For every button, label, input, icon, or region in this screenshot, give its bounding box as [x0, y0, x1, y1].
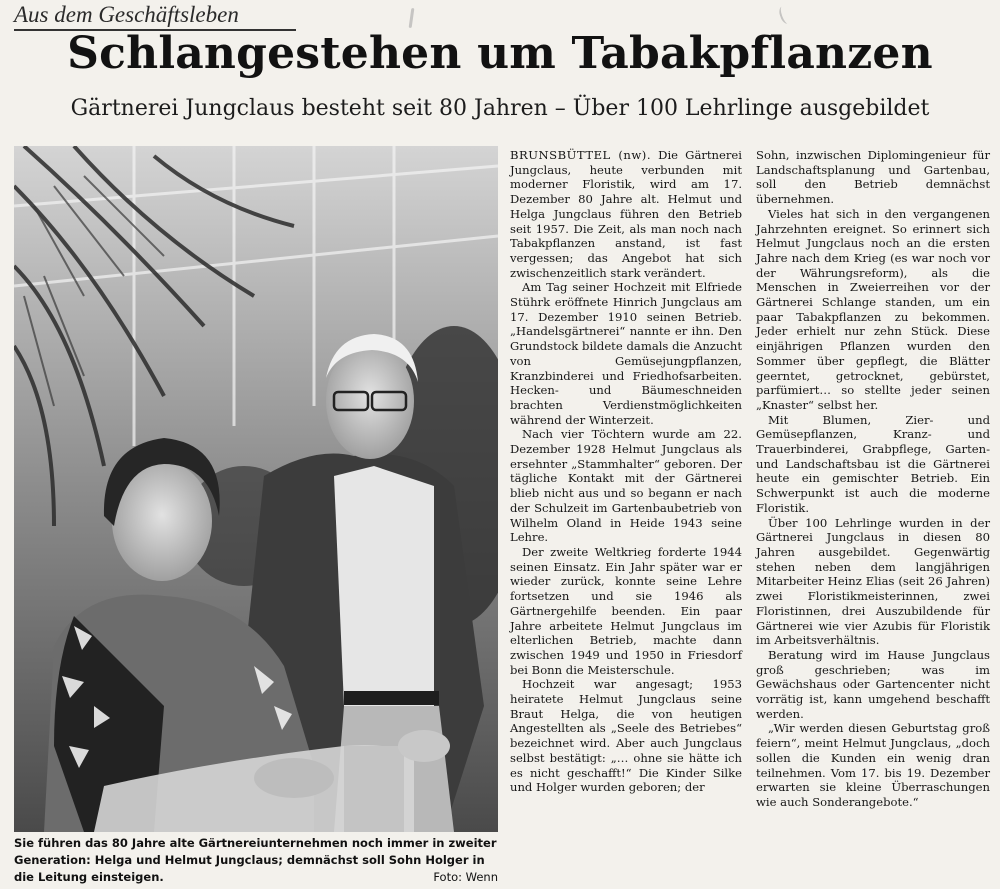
photo-caption — [14, 835, 498, 886]
paragraph: Sohn, inzwischen Diplomingenieur für Landschaftsplanung und Gartenbau, soll den Betrieb demnächst übernehmen. — [756, 148, 990, 207]
article-photo — [14, 146, 498, 832]
paragraph: Über 100 Lehrlinge wurden in der Gärtnerei Jungclaus in diesen 80 Jahren ausgebildet. Gegenwärtig stehen neben dem langjährigen Mitarbeiter Heinz Elias (seit 26 Jahren) zwei Floristikmeisterinnen, zwei Floristinnen, drei Auszubildende für Gärtnerei wie vier Azubis für Floristik im Arbeitsverhältnis. — [756, 515, 990, 648]
paragraph: Vieles hat sich in den vergangenen Jahrzehnten ereignet. So erinnert sich Helmut Jungclaus noch an die ersten Jahre nach dem Krieg (es war noch vor der Währungsreform), als die Menschen in Zweierreihen vor der Gärtnerei Schlange standen, um ein paar Tabakpflanzen zu bekommen. Jeder erhielt nur zehn Stück. Diese einjährigen Pflanzen wurden den Sommer über gepflegt, die Blätter geerntet, getrocknet, gebürstet, parfümiert… so stellte jeder seinen „Knaster“ selbst her. — [756, 206, 990, 412]
paragraph: Am Tag seiner Hochzeit mit Elfriede Stührk eröffnete Hinrich Jungclaus am 17. Dezember 1910 seinen Betrieb. „Handelsgärtnerei“ nannte er ihn. Den Grundstock bildete damals die Anzucht von Gemüsejungpflanzen, Kranzbinderei und Friedhofsarbeiten. Hecken- und Bäumeschneiden brachten Verdienstmöglichkeiten während der Winterzeit. — [510, 280, 742, 427]
paragraph: Mit Blumen, Zier- und Gemüsepflanzen, Kranz- und Trauerbinderei, Grabpflege, Garten- und Landschaftsbau ist die Gärtnerei heute ein gemischter Betrieb. Ein Schwerpunkt ist auch die moderne Floristik. — [756, 412, 990, 515]
photo-credit: Foto: Wenn — [433, 870, 498, 884]
paper-smudge — [777, 5, 793, 25]
section-rubric: Aus dem Geschäftsleben — [14, 2, 239, 27]
article-column-2 — [756, 148, 990, 810]
paragraph: Nach vier Töchtern wurde am 22. Dezember 1928 Helmut Jungclaus als ersehnter „Stammhalter“ geboren. Der tägliche Kontakt mit der Gärtnerei blieb nicht aus und so begann er nach der Schulzeit im Gartenbaubetrieb von Wilhelm Oland in Heide 1943 seine Lehre. — [510, 427, 742, 545]
paragraph: Beratung wird im Hause Jungclaus groß geschrieben; was im Gewächshaus oder Gartencenter nicht vorrätig ist, kann umgehend beschafft werden. — [756, 647, 990, 721]
photo-caption-text: Sie führen das 80 Jahre alte Gärtnereiunternehmen noch immer in zweiter Generation: Helga und Helmut Jungclaus; demnächst soll Sohn Holger in die Leitung einsteigen. — [14, 836, 497, 884]
paragraph: Der zweite Weltkrieg forderte 1944 seinen Einsatz. Ein Jahr später war er wieder zurück, konnte seine Lehre fortsetzen und sie 1946 als Gärtnergehilfe beenden. Ein paar Jahre arbeitete Helmut Jungclaus im elterlichen Betrieb, machte dann zwischen 1949 und 1950 in Friesdorf bei Bonn die Meisterschule. — [510, 544, 742, 677]
paragraph: Hochzeit war angesagt; 1953 heiratete Helmut Jungclaus seine Braut Helga, die von heutigen Angestellten als „Seele des Betriebes“ bezeichnet wird. Aber auch Jungclaus selbst bestätigt: „… ohne sie hätte ich es nicht geschafft!“ Die Kinder Silke und Holger wurden geboren; der — [510, 677, 742, 795]
headline: Schlangestehen um Tabakpflanzen — [67, 28, 933, 79]
subheadline: Gärtnerei Jungclaus besteht seit 80 Jahren – Über 100 Lehrlinge ausgebildet — [70, 96, 930, 121]
paragraph: „Wir werden diesen Geburtstag groß feiern“, meint Helmut Jungclaus, „doch sollen die Kunden ein wenig dran teilnehmen. Vom 17. bis 19. Dezember erwarten sie kleine Überraschungen wie auch Sonderangebote.“ — [756, 721, 990, 809]
paragraph — [510, 148, 742, 280]
article-column-1 — [510, 148, 742, 795]
paper-smudge — [409, 8, 415, 28]
dateline: BRUNSBÜTTEL (nw). — [510, 148, 652, 162]
paragraph-text: Die Gärtnerei Jungclaus, heute verbunden mit moderner Floristik, wird am 17. Dezember 80 Jahre alt. Helmut und Helga Jungclaus führen den Betrieb seit 1957. Die Zeit, als man noch nach Tabakpflanzen anstand, ist fast vergessen; das Angebot hat sich zwischenzeitlich stark verändert. — [510, 148, 742, 280]
